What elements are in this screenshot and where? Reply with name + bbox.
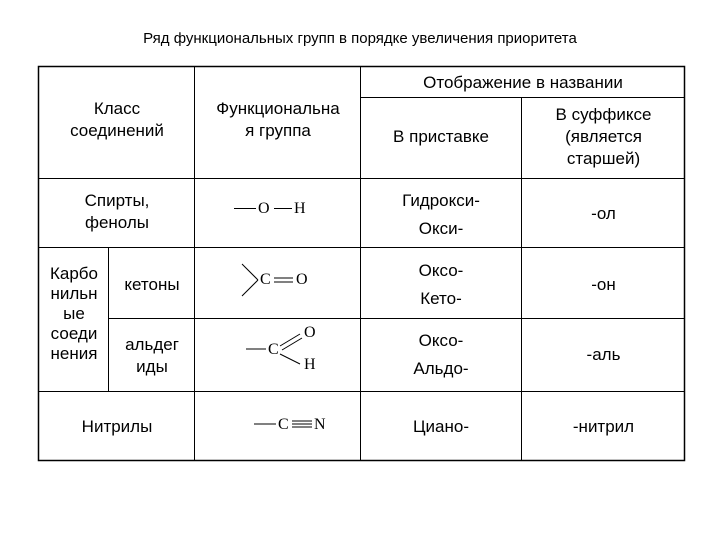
nitriles-suffix: -нитрил <box>572 417 635 436</box>
aldehydes-prefix: Оксо- Альдо- <box>413 331 469 378</box>
nitriles-formula: C N <box>278 416 326 433</box>
header-group: Функциональна я группа <box>216 99 340 140</box>
header-class: Класс соединений <box>70 99 164 140</box>
aldehydes-class: альдег иды <box>125 335 179 376</box>
ketones-class: кетоны <box>124 275 180 294</box>
alcohols-prefix: Гидрокси- Окси- <box>402 191 480 238</box>
carbonyl-class: Карбо нильн ые соеди нения <box>49 264 98 363</box>
header-prefix: В приставке <box>393 127 489 146</box>
ketones-suffix: -он <box>591 275 616 294</box>
alcohols-class: Спирты, фенолы <box>84 191 150 232</box>
page-title: Ряд функциональных групп в порядке увеличения приоритета <box>143 30 577 47</box>
ketones-formula: C O <box>238 260 328 300</box>
ketones-prefix: Оксо- Кето- <box>418 261 464 308</box>
nitriles-prefix: Циано- <box>412 417 470 436</box>
alcohols-suffix: -ол <box>591 204 616 223</box>
header-naming: Отображение в названии <box>423 73 623 92</box>
aldehydes-suffix: -аль <box>586 345 621 364</box>
nitriles-class: Нитрилы <box>81 417 153 436</box>
alcohols-formula: O H <box>234 198 324 222</box>
aldehydes-formula: C O H <box>268 324 316 373</box>
header-suffix: В суффиксе (является старшей) <box>555 105 652 168</box>
